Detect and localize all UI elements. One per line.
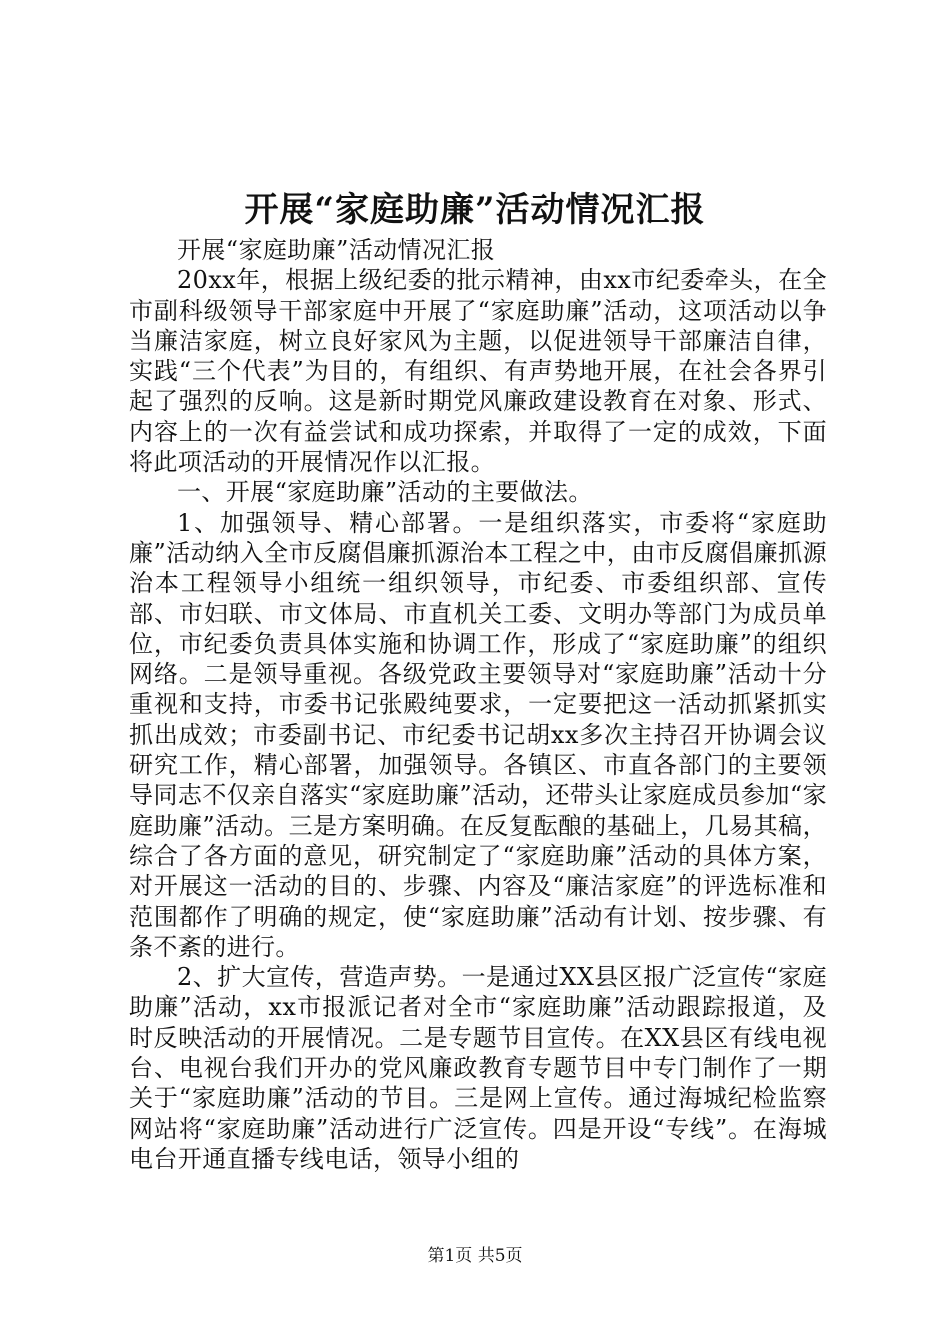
page-number-footer: 第1页 共5页: [427, 1246, 523, 1266]
subtitle-paragraph: 开展“家庭助廉”活动情况汇报: [177, 236, 496, 264]
document-body: [129, 235, 827, 1174]
body-paragraph: 2、扩大宣传，营造声势。一是通过XX县区报广泛宣传“家庭助廉”活动，xx市报派记者对全市“家庭助廉”活动跟踪报道，及时反映活动的开展情况。二是专题节目宣传。在XX县区有线电视台、电视台我们开办的党风廉政教育专题节目中专门制作了一期关于“家庭助廉”活动的节目。三是网上宣传。通过海城纪检监察网站将“家庭助廉”活动进行广泛宣传。四是开设“专线”。在海城电台开通直播专线电话，领导小组的: [129, 963, 827, 1173]
section-heading: 一、开展“家庭助廉”活动的主要做法。: [177, 478, 593, 507]
intro-paragraph: 20xx年，根据上级纪委的批示精神，由xx市纪委牵头，在全市副科级领导干部家庭中开展了“家庭助廉”活动，这项活动以争当廉洁家庭，树立良好家风为主题，以促进领导干部廉洁自律，实践“三个代表”为目的，有组织、有声势地开展，在社会各界引起了强烈的反响。这是新时期党风廉政建设教育在对象、形式、内容上的一次有益尝试和成功探索，并取得了一定的成效，下面将此项活动的开展情况作以汇报。: [129, 266, 827, 477]
body-paragraph: 1、加强领导、精心部署。一是组织落实，市委将“家庭助廉”活动纳入全市反腐倡廉抓源治本工程之中，由市反腐倡廉抓源治本工程领导小组统一组织领导，市纪委、市委组织部、宣传部、市妇联、市文体局、市直机关工委、文明办等部门为成员单位，市纪委负责具体实施和协调工作，形成了“家庭助廉”的组织网络。二是领导重视。各级党政主要领导对“家庭助廉”活动十分重视和支持，市委书记张殿纯要求，一定要把这一活动抓紧抓实抓出成效；市委副书记、市纪委书记胡xx多次主持召开协调会议研究工作，精心部署，加强领导。各镇区、市直各部门的主要领导同志不仅亲自落实“家庭助廉”活动，还带头让家庭成员参加“家庭助廉”活动。三是方案明确。在反复酝酿的基础上，几易其稿，综合了各方面的意见，研究制定了“家庭助廉”活动的具体方案，对开展这一活动的目的、步骤、内容及“廉洁家庭”的评选标准和范围都作了明确的规定，使“家庭助廉”活动有计划、按步骤、有条不紊的进行。: [129, 508, 827, 961]
document-title: 开展“家庭助廉”活动情况汇报: [244, 190, 706, 230]
